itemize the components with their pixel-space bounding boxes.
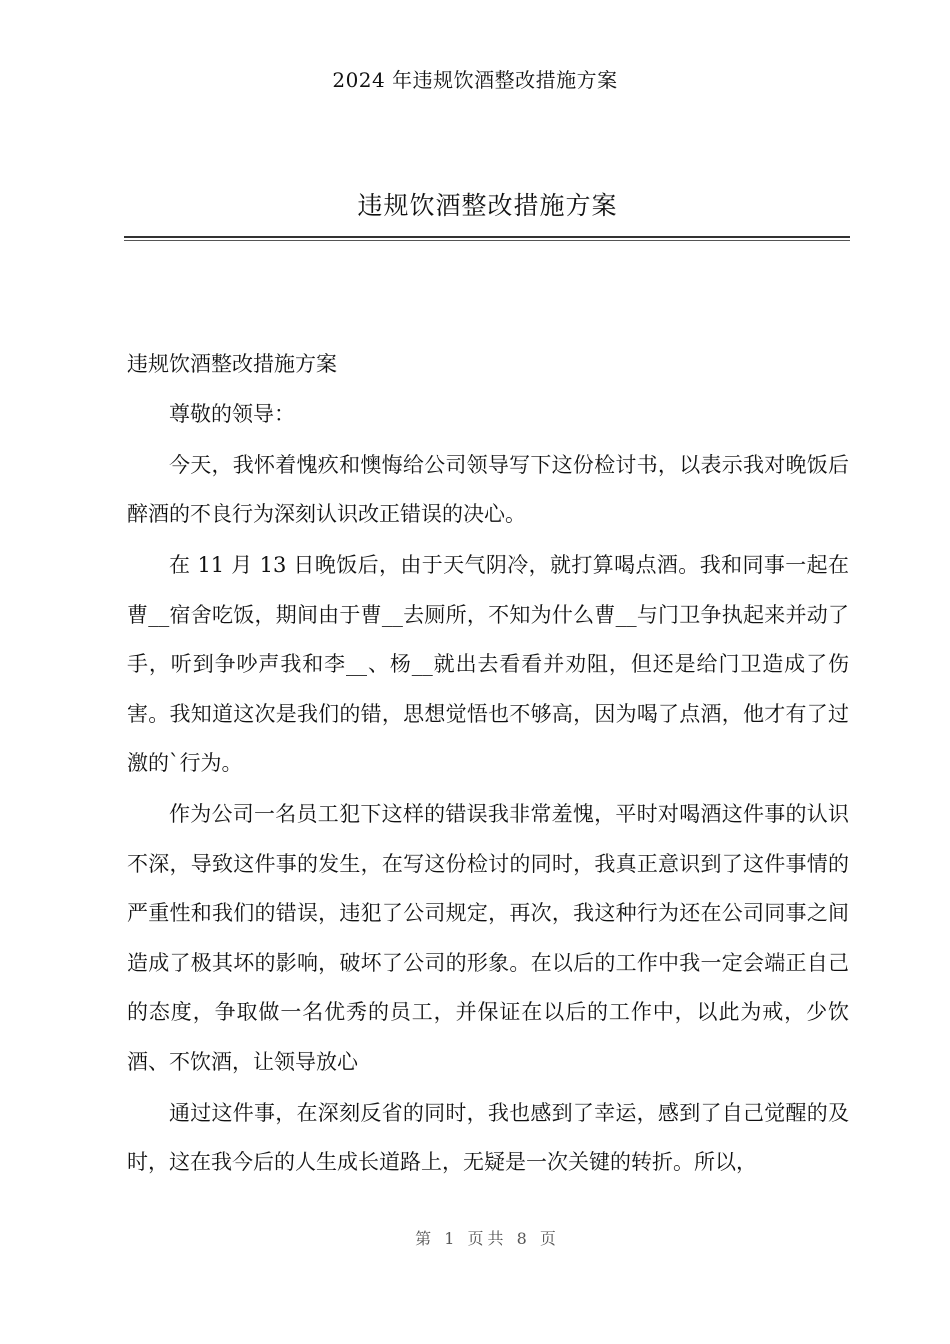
salutation: 尊敬的领导： xyxy=(169,401,295,426)
title-divider xyxy=(124,236,850,241)
document-title: 违规饮酒整改措施方案 xyxy=(357,191,618,220)
paragraph-3: 作为公司一名员工犯下这样的错误我非常羞愧，平时对喝酒这件事的认识不深，导致这件事的发生，在写这份检讨的同时，我真正意识到了这件事情的严重性和我们的错误，违犯了公司规定，再次，我这种行为还在公司同事之间造成了极其坏的影响，破坏了公司的形象。在以后的工作中我一定会端正自己的态度，争取做一名优秀的员工，并保证在以后的工作中，以此为戒，少饮酒、不饮酒，让领导放心 xyxy=(127,802,849,1074)
paragraph-1: 今天，我怀着愧疚和懊悔给公司领导写下这份检讨书，以表示我对晚饭后醉酒的不良行为深刻认识改正错误的决心。 xyxy=(127,452,849,526)
document-body xyxy=(127,340,849,1189)
page-number: 第 1 页共 8 页 xyxy=(415,1229,560,1248)
paragraph-2: 在 11 月 13 日晚饭后，由于天气阴冷，就打算喝点酒。我和同事一起在曹__宿舍吃饭，期间由于曹__去厕所，不知为什么曹__与门卫争执起来并动了手，听到争吵声我和李__、杨__就出去看看并劝阻，但还是给门卫造成了伤害。我知道这次是我们的错，思想觉悟也不够高，因为喝了点酒，他才有了过激的`行为。 xyxy=(127,553,849,775)
document-subtitle: 违规饮酒整改措施方案 xyxy=(127,352,337,376)
paragraph-4: 通过这件事，在深刻反省的同时，我也感到了幸运，感到了自己觉醒的及时，这在我今后的人生成长道路上，无疑是一次关键的转折。所以， xyxy=(127,1100,849,1174)
running-header: 2024 年违规饮酒整改措施方案 xyxy=(332,68,618,92)
